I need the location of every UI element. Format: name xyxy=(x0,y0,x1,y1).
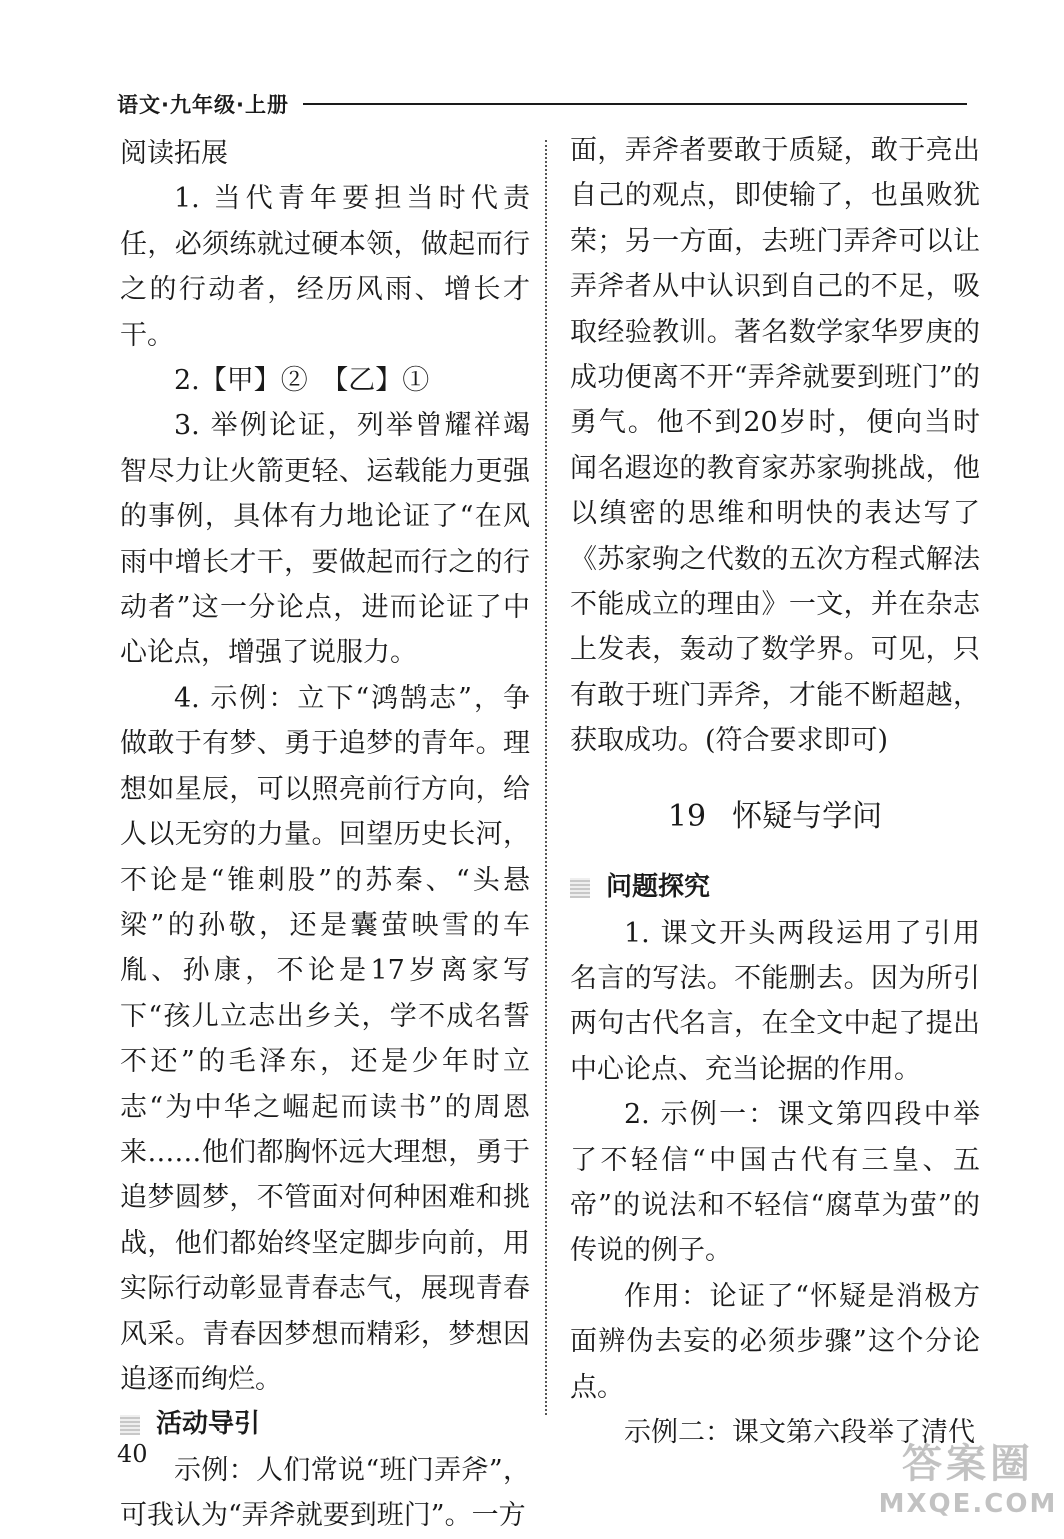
section-marker-icon xyxy=(570,878,590,898)
lesson-number: 19 xyxy=(667,798,707,834)
header-title: 语文·九年级·上册 xyxy=(117,93,289,117)
activity-example-continued: 面，弄斧者要敢于质疑，敢于亮出自己的观点，即使输了，也虽败犹荣；另一方面，去班门弄斧可以让弄斧者从中认识到自己的不足，吸取经验教训。著名数学家华罗庚的成功便离不开“弄斧就要到班门”的勇气。他不到20岁时，便向当时闻名遐迩的教育家苏家驹挑战，他以缜密的思维和明快的表达写了《苏家驹之代数的五次方程式解法不能成立的理由》一文，并在杂志上发表，轰动了数学界。可见，只有敢于班门弄斧，才能不断超越，获取成功。(符合要求即可) xyxy=(570,135,980,757)
section-heading-inquiry xyxy=(570,865,980,910)
inquiry-answer-2-effect: 作用：论证了“怀疑是消极方面辨伪去妄的必须步骤”这个分论点。 xyxy=(570,1280,980,1403)
section-heading-activity xyxy=(120,1402,530,1447)
inquiry-answer-2-example2: 示例二：课文第六段举了清代 xyxy=(624,1416,975,1448)
left-column xyxy=(120,131,530,1539)
answer-3: 3. 举例论证，列举曾耀祥竭智尽力让火箭更轻、运载能力更强的事例，具体有力地论证了“在风雨中增长才干，要做起而行之的行动者”这一分论点，进而论证了中心论点，增强了说服力。 xyxy=(120,410,530,669)
column-divider xyxy=(545,140,547,1415)
lesson-title xyxy=(570,794,980,839)
header-rule xyxy=(303,103,967,105)
watermark-logo xyxy=(878,1440,1058,1530)
answer-4: 4. 示例：立下“鸿鹄志”，争做敢于有梦、勇于追梦的青年。理想如星辰，可以照亮前行方向，给人以无穷的力量。回望历史长河，不论是“锥刺股”的苏秦、“头悬梁”的孙敬，还是囊萤映雪的车胤、孙康，不论是17岁离家写下“孩儿立志出乡关，学不成名誓不还”的毛泽东，还是少年时立志“为中华之崛起而读书”的周恩来……他们都胸怀远大理想，勇于追梦圆梦，不管面对何种困难和挑战，他们都始终坚定脚步向前，用实际行动彰显青春志气，展现青春风采。青春因梦想而精彩，梦想因追逐而绚烂。 xyxy=(120,682,530,1395)
section-heading-reading-extension: 阅读拓展 xyxy=(120,138,228,169)
activity-example: 示例：人们常说“班门弄斧”，可我认为“弄斧就要到班门”。一方 xyxy=(120,1454,530,1532)
answer-2: 2.【甲】② 【乙】① xyxy=(174,365,430,397)
page-number: 40 xyxy=(117,1440,148,1468)
inquiry-answer-2: 2. 示例一：课文第四段中举了不轻信“中国古代有三皇、五帝”的说法和不轻信“腐草为萤”的传说的例子。 xyxy=(570,1099,980,1267)
watermark-top: 答案圈 xyxy=(902,1441,1034,1487)
section-marker-icon xyxy=(120,1415,140,1435)
section-heading-activity-label: 活动导引 xyxy=(156,1409,261,1440)
inquiry-answer-1: 1. 课文开头两段运用了引用名言的写法。不能删去。因为所引两句古代名言，在全文中起了提出中心论点、充当论据的作用。 xyxy=(570,917,980,1085)
right-column xyxy=(570,128,980,1455)
section-heading-inquiry-label: 问题探究 xyxy=(606,872,711,903)
lesson-title-text: 怀疑与学问 xyxy=(732,798,883,834)
answer-1: 1. 当代青年要担当时代责任，必须练就过硬本领，做起而行之的行动者，经历风雨、增长才干。 xyxy=(120,183,530,351)
watermark-bottom: MXQE.COM xyxy=(878,1489,1058,1519)
page-header xyxy=(117,91,967,117)
